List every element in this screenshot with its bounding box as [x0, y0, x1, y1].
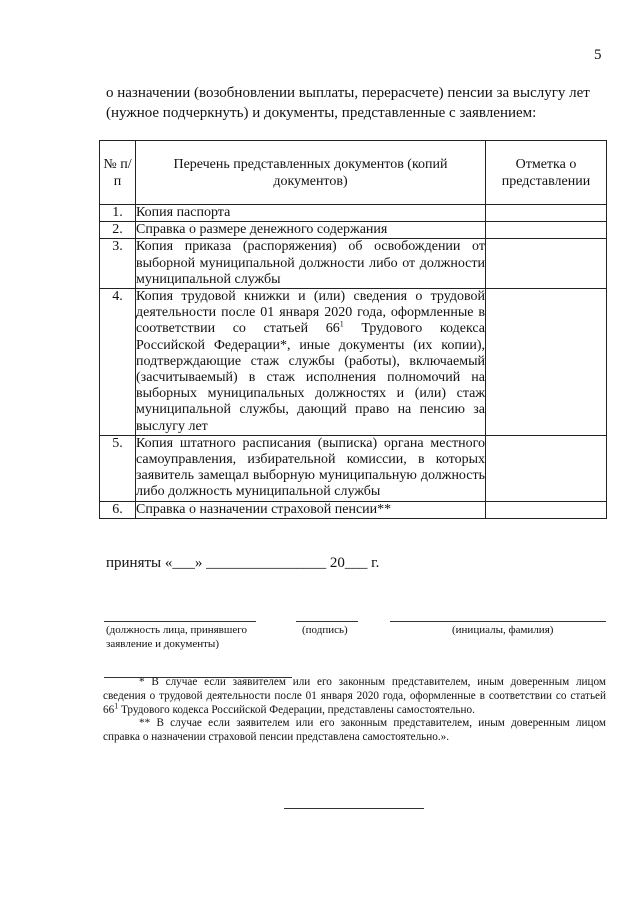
signature-caption: (подпись): [302, 624, 348, 636]
documents-table: [99, 140, 607, 519]
position-caption: (должность лица, принявшего заявление и документы): [106, 624, 247, 650]
name-caption: (инициалы, фамилия): [452, 624, 554, 636]
row-number: 3.: [100, 239, 136, 289]
footnote-superscript-1: 1: [114, 700, 119, 710]
table-row: [100, 205, 607, 222]
page-number: 5: [594, 47, 602, 63]
header-number: № п/п: [100, 141, 136, 205]
row-document: Справка о размере денежного содержания: [136, 222, 486, 239]
intro-text: [106, 83, 611, 123]
footnote-2: ** В случае если заявителем или его законным представителем, иным доверенным лицом справка о назначении страховой пенсии представлена самостоятельно.».: [103, 717, 606, 744]
table-row: [100, 501, 607, 518]
row-document: Копия паспорта: [136, 205, 486, 222]
end-of-document-line: [284, 808, 424, 809]
table-row: [100, 435, 607, 501]
intro-line-1: о назначении (возобновлении выплаты, перерасчете) пенсии за выслугу лет: [106, 85, 590, 101]
row-number: 4.: [100, 289, 136, 436]
row-document: [136, 289, 486, 436]
footnote-1-text-b: Трудового кодекса Российской Федерации, представлены самостоятельно.: [118, 703, 475, 716]
position-signature-line: [104, 621, 256, 622]
row-mark-cell: [486, 289, 607, 436]
row-number: 5.: [100, 435, 136, 501]
signature-line: [296, 621, 358, 622]
intro-line-2: (нужное подчеркнуть) и документы, представленные с заявлением:: [106, 105, 537, 121]
row-mark-cell: [486, 435, 607, 501]
footnote-1-text-a: * В случае если заявителем или его законным представителем, иным доверенным лицом сведения о трудовой деятельности после 01 января 2020 года, оформленные в соответствии со статьей 66: [103, 676, 606, 716]
row-document-text-b: Трудового кодекса Российской Федерации*, иные документы (их копии), подтверждающие стаж службы (работы), включаемый (засчитываемый) в стаж исполнения полномочий на выборных муниципальных должностях и (или) стаж муниципальной службы, дающий право на пенсию за выслугу лет: [136, 321, 485, 434]
row-document: Копия приказа (распоряжения) об освобождении от выборной муниципальной должности либо от должности муниципальной службы: [136, 239, 485, 287]
footnote-1: [103, 676, 606, 717]
row-mark-cell: [486, 222, 607, 239]
row-document-text-a: Копия трудовой книжки и (или) сведения о трудовой деятельности после 01 января 2020 года, оформленные в соответствии со статьей 66: [136, 289, 485, 337]
superscript-1: 1: [339, 319, 344, 329]
table-header-row: [100, 141, 607, 205]
header-document-list: Перечень представленных документов (копий документов): [136, 141, 486, 205]
row-document: Копия штатного расписания (выписка) органа местного самоуправления, избирательной комиссии, в которых заявитель замещал выборную муниципальную должность либо должность муниципальной службы: [136, 435, 485, 500]
row-mark-cell: [486, 205, 607, 222]
table-row: [100, 289, 607, 436]
name-signature-line: [390, 621, 606, 622]
header-submission-mark: Отметка о представлении: [486, 141, 607, 205]
row-number: 1.: [100, 205, 136, 222]
table-row: [100, 222, 607, 239]
row-number: 6.: [100, 501, 136, 518]
row-document: Справка о назначении страховой пенсии**: [136, 501, 486, 518]
row-mark-cell: [486, 239, 607, 289]
table-row: [100, 239, 607, 289]
footnotes: [103, 676, 606, 745]
row-mark-cell: [486, 501, 607, 518]
accepted-date-line: приняты «___» ________________ 20___ г.: [106, 555, 380, 571]
row-number: 2.: [100, 222, 136, 239]
